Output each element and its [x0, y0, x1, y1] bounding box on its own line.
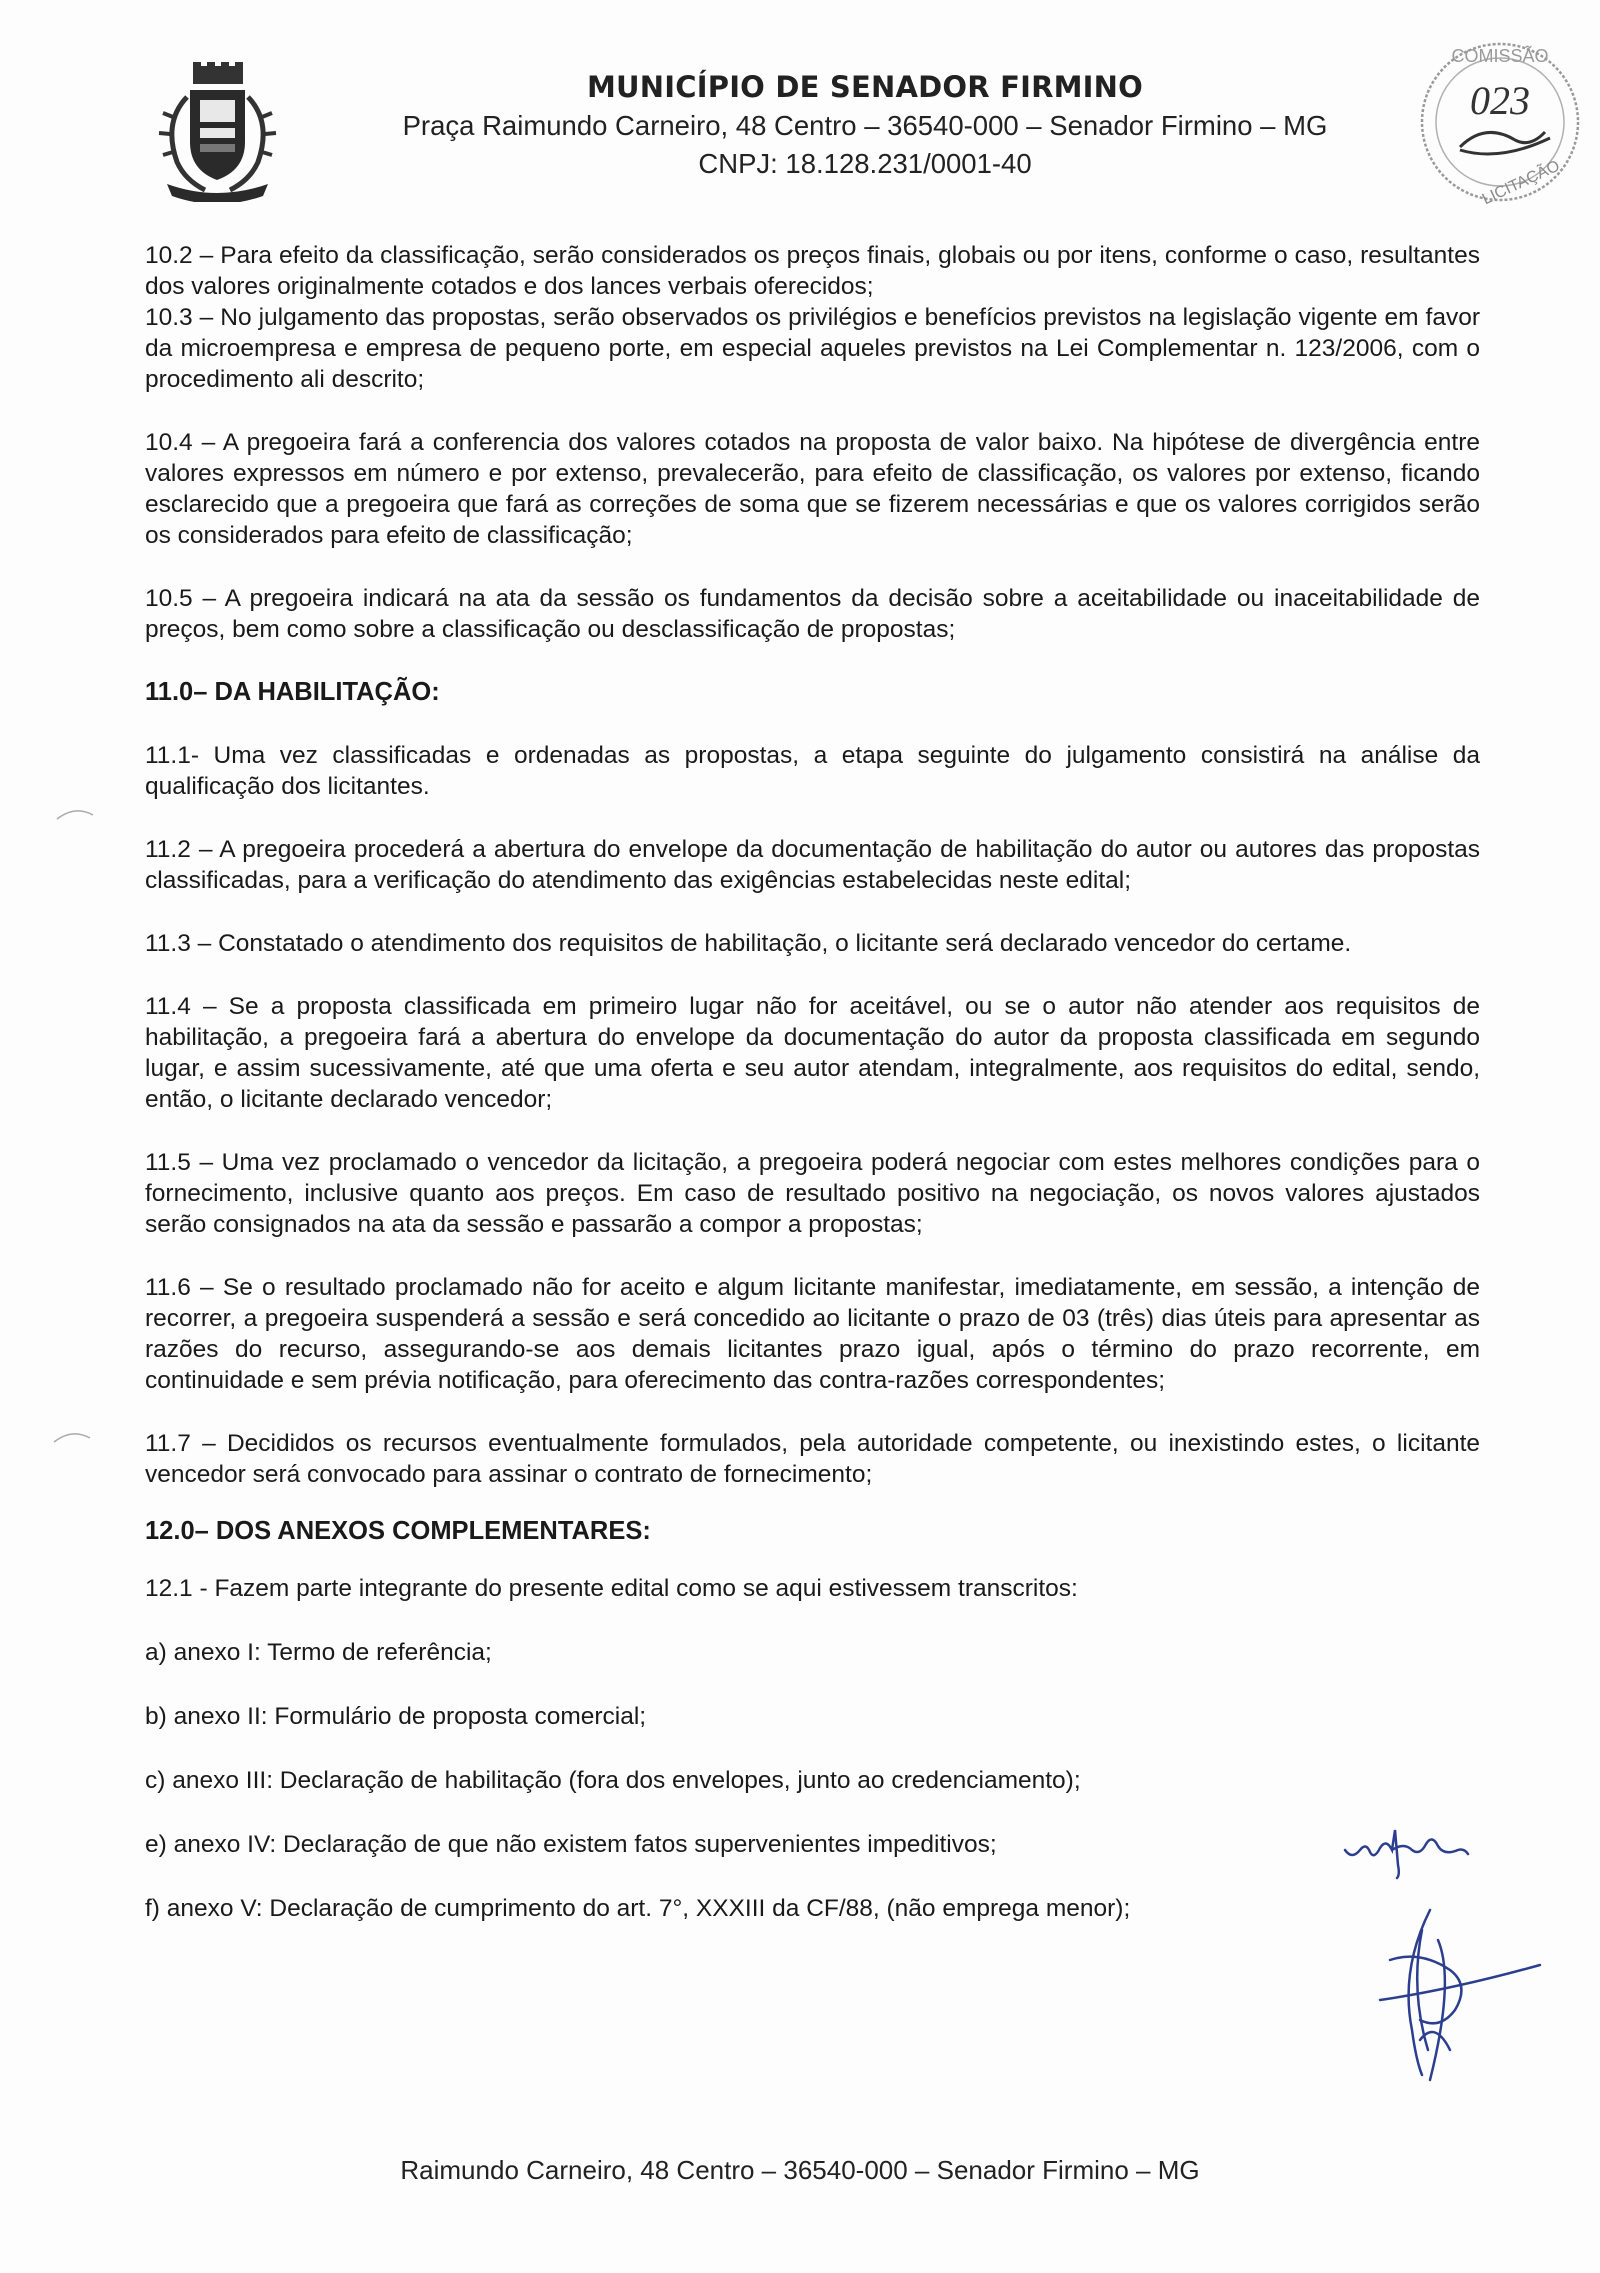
footer-address: Raimundo Carneiro, 48 Centro – 36540-000 – Senador Firmino – MG — [400, 2155, 1200, 2185]
stamp-arc-bottom: LICITAÇÃO — [1479, 157, 1563, 209]
coat-of-arms-icon — [155, 62, 280, 202]
clause-11-7: 11.7 – Decididos os recursos eventualmente formulados, pela autoridade competente, ou inexistindo estes, o licitante vencedor será convocado para assinar o contrato de fornecimento; — [145, 1430, 1480, 1488]
annex-item: c) anexo III: Declaração de habilitação (fora dos envelopes, junto ao credenciamento); — [145, 1767, 1081, 1794]
clause-11-4: 11.4 – Se a proposta classificada em primeiro lugar não for aceitável, ou se o autor não atender aos requisitos de habilitação, a pregoeira fará a abertura do envelope da documentação do autor da proposta classificada em segundo lugar, e assim sucessivamente, até que uma oferta e seu autor atendam, integralmente, aos requisitos do edital, sendo, então, o licitante declarado vencedor; — [145, 993, 1480, 1113]
municipality-cnpj: CNPJ: 18.128.231/0001-40 — [698, 148, 1032, 179]
document-body — [145, 240, 1480, 1924]
annex-item: b) anexo II: Formulário de proposta comercial; — [145, 1703, 647, 1730]
municipality-title: MUNICÍPIO DE SENADOR FIRMINO — [587, 70, 1143, 104]
signature-rubric-icon — [1340, 1820, 1470, 1880]
municipality-address: Praça Raimundo Carneiro, 48 Centro – 36540-000 – Senador Firmino – MG — [402, 110, 1328, 141]
clause-10-3: 10.3 – No julgamento das propostas, serão observados os privilégios e benefícios previstos na legislação vigente em favor da microempresa e empresa de pequeno porte, em especial aqueles previstos na Lei Complementar n. 123/2006, com o procedimento ali descrito; — [145, 304, 1480, 393]
clause-10-4: 10.4 – A pregoeira fará a conferencia dos valores cotados na proposta de valor baixo. Na hipótese de divergência entre valores expressos em número e por extenso, prevalecerão, para efeito de classificação, os valores por extenso, ficando esclarecido que a pregoeira que fará as correções de soma que se fizerem necessárias e que os valores corrigidos serão os considerados para efeito de classificação; — [145, 429, 1480, 549]
margin-mark — [52, 1428, 92, 1444]
page-stamp — [1405, 22, 1580, 222]
section-heading-12: 12.0– DOS ANEXOS COMPLEMENTARES: — [145, 1517, 651, 1545]
clause-10-5: 10.5 – A pregoeira indicará na ata da sessão os fundamentos da decisão sobre a aceitabilidade ou inaceitabilidade de preços, bem como sobre a classificação ou desclassificação de propostas; — [145, 585, 1480, 643]
clause-11-2: 11.2 – A pregoeira procederá a abertura do envelope da documentação de habilitação do autor ou autores das propostas classificadas, para a verificação do atendimento das exigências estabelecidas neste edital; — [145, 836, 1480, 894]
clause-11-3: 11.3 – Constatado o atendimento dos requisitos de habilitação, o licitante será declarado vencedor do certame. — [145, 930, 1352, 957]
clause-11-5: 11.5 – Uma vez proclamado o vencedor da licitação, a pregoeira poderá negociar com estes melhores condições para o fornecimento, inclusive quanto aos preços. Em caso de resultado positivo na negociação, os novos valores ajustados serão consignados na ata da sessão e passarão a compor a propostas; — [145, 1149, 1480, 1238]
signature-icon — [1360, 1900, 1560, 2090]
clause-11-1: 11.1- Uma vez classificadas e ordenadas as propostas, a etapa seguinte do julgamento consistirá na análise da qualificação dos licitantes. — [145, 742, 1480, 800]
stamp-page-number: 023 — [1470, 78, 1530, 123]
annex-item: e) anexo IV: Declaração de que não existem fatos supervenientes impeditivos; — [145, 1831, 997, 1858]
annex-item: a) anexo I: Termo de referência; — [145, 1639, 492, 1666]
annex-item: f) anexo V: Declaração de cumprimento do art. 7°, XXXIII da CF/88, (não emprega menor); — [145, 1895, 1131, 1922]
clause-11-6: 11.6 – Se o resultado proclamado não for aceito e algum licitante manifestar, imediatamente, em sessão, a intenção de recorrer, a pregoeira suspenderá a sessão e será concedido ao licitante o prazo de 03 (três) dias úteis para apresentar as razões do recurso, assegurando-se aos demais licitantes prazo igual, após o término do prazo recorrente, em continuidade e sem prévia notificação, para oferecimento das contra-razões correspondentes; — [145, 1274, 1480, 1394]
clause-10-2: 10.2 – Para efeito da classificação, serão considerados os preços finais, globais ou por itens, conforme o caso, resultantes dos valores originalmente cotados e dos lances verbais oferecidos; — [145, 242, 1480, 300]
clause-12-1: 12.1 - Fazem parte integrante do presente edital como se aqui estivessem transcritos: — [145, 1575, 1078, 1602]
stamp-arc-top: COMISSÃO — [1451, 46, 1549, 66]
letterhead — [300, 70, 1430, 180]
margin-mark — [55, 805, 95, 821]
section-heading-11: 11.0– DA HABILITAÇÃO: — [145, 678, 440, 706]
